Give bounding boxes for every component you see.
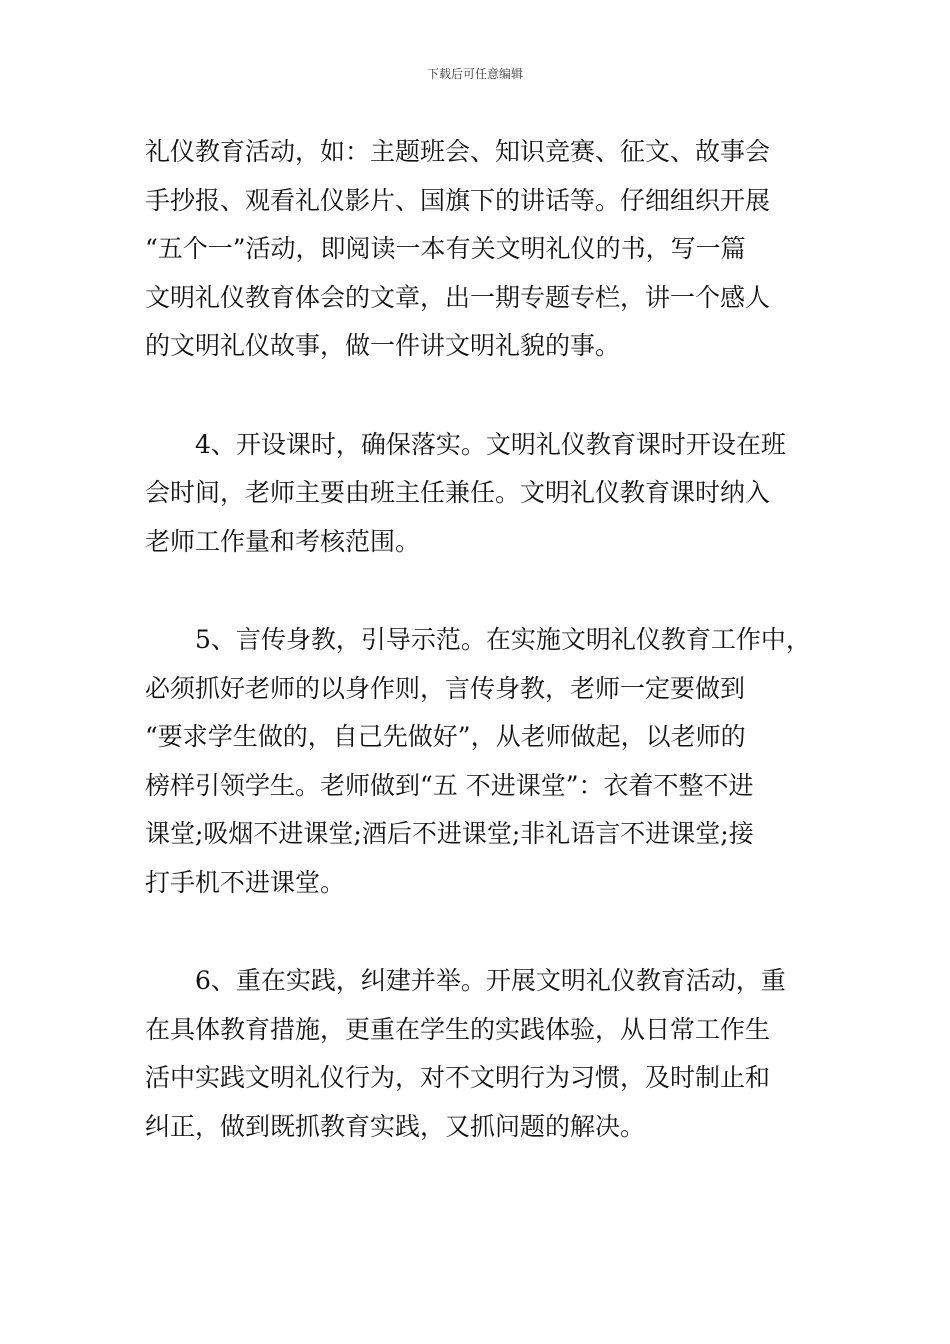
text-line: 必须抓好老师的以身作则，言传身教，老师一定要做到 (145, 673, 746, 703)
text-line: 课堂;吸烟不进课堂;酒后不进课堂;非礼语言不进课堂;接 (145, 819, 754, 848)
text-line: 礼仪教育活动，如：主题班会、知识竞赛、征文、故事会 (145, 137, 771, 166)
paragraph-item-6 (145, 957, 825, 1151)
text-line: 手抄报、观看礼仪影片、国旗下的讲话等。仔细组织开展 (145, 185, 771, 215)
text-line: 的文明礼仪故事，做一件讲文明礼貌的事。 (145, 331, 621, 360)
text-line: 4、开设课时，确保落实。文明礼仪教育课时开设在班 (195, 429, 786, 459)
text-line: “五个一”活动，即阅读一本有关文明礼仪的书，写一篇 (145, 234, 746, 263)
paragraph-item-5 (145, 616, 825, 907)
document-body (145, 128, 825, 1151)
text-line: 老师工作量和考核范围。 (145, 526, 421, 556)
paragraph-gap (145, 907, 825, 957)
header-note: 下载后可任意编辑 (426, 67, 523, 81)
text-line: 会时间，老师主要由班主任兼任。文明礼仪教育课时纳入 (145, 478, 771, 507)
text-line: 5、言传身教，引导示范。在实施文明礼仪教育工作中， (195, 625, 811, 654)
text-line: 活中实践文明礼仪行为，对不文明行为习惯，及时制止和 (145, 1063, 771, 1092)
text-line: 6、重在实践，纠建并举。开展文明礼仪教育活动，重 (195, 966, 786, 995)
text-line: 纠正，做到既抓教育实践，又抓问题的解决。 (145, 1111, 646, 1141)
text-line: 在具体教育措施，更重在学生的实践体验，从日常工作生 (145, 1014, 771, 1044)
text-line: 打手机不进课堂。 (145, 867, 346, 897)
paragraph-continuation (145, 128, 825, 371)
paragraph-item-4 (145, 421, 825, 567)
text-line: 榜样引领学生。老师做到“五 不进课堂”：衣着不整不进 (145, 770, 754, 800)
paragraph-gap (145, 371, 825, 421)
paragraph-gap (145, 566, 825, 616)
text-line: “要求学生做的，自己先做好”，从老师做起，以老师的 (145, 722, 746, 751)
text-line: 文明礼仪教育体会的文章，出一期专题专栏，讲一个感人 (145, 282, 771, 312)
